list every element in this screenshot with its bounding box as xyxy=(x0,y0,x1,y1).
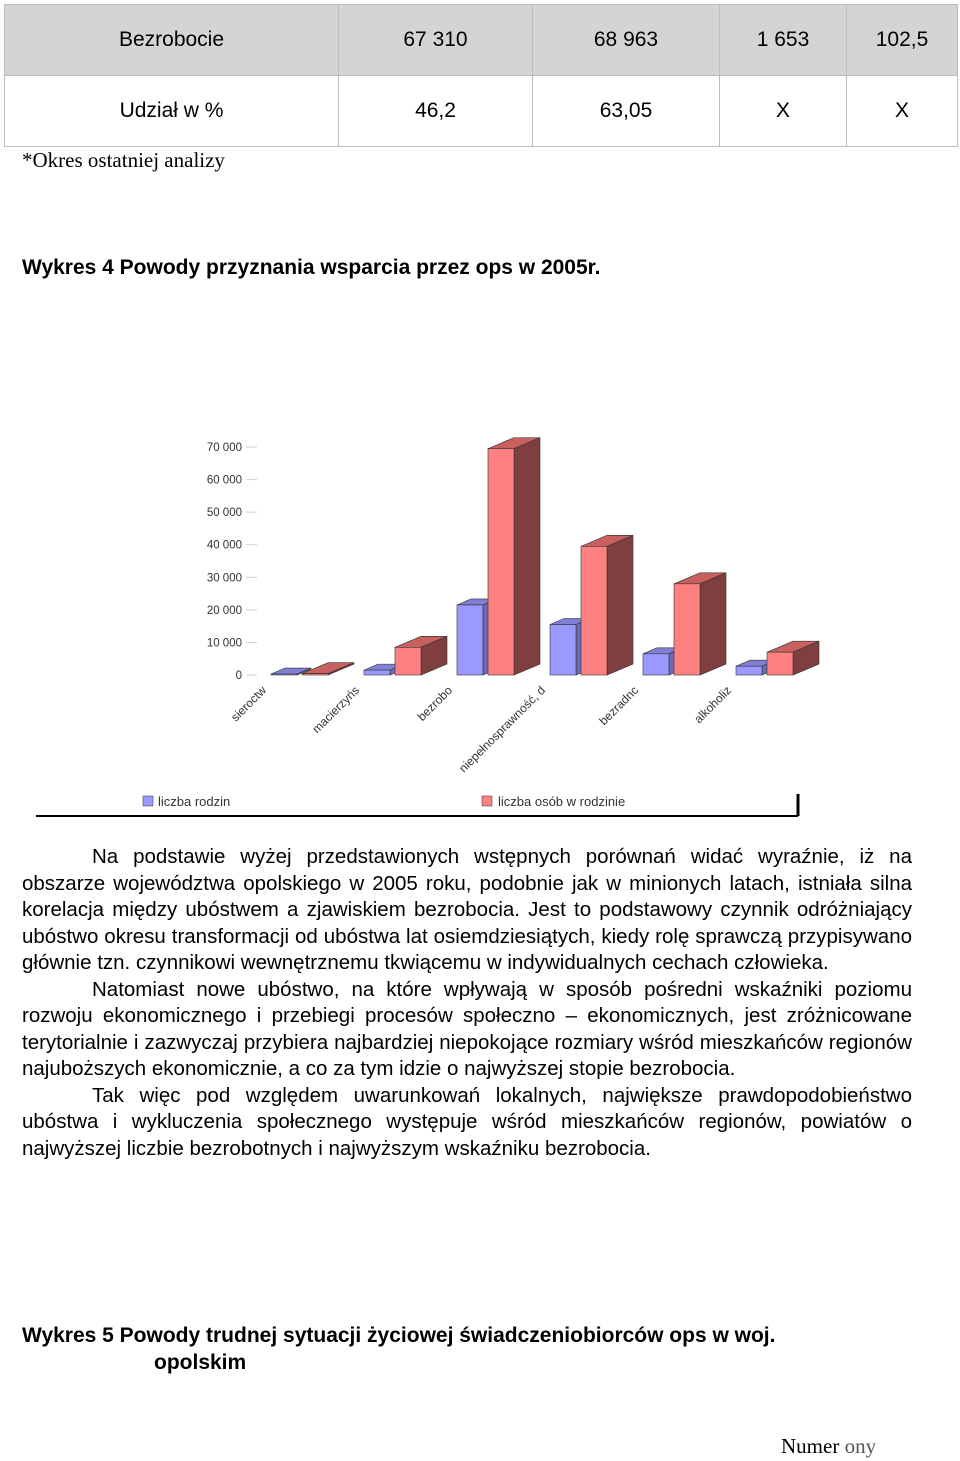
y-tick-label: 60 000 xyxy=(206,474,242,487)
bar xyxy=(767,652,793,675)
y-tick-label: 40 000 xyxy=(206,539,242,552)
legend-label: liczba osób w rodzinie xyxy=(498,794,626,809)
footer-text: Numer xyxy=(781,1434,840,1458)
table-row xyxy=(5,76,958,147)
y-tick-label: 20 000 xyxy=(206,604,242,617)
bar-side xyxy=(700,573,726,675)
bar xyxy=(364,670,390,675)
table-cell: 67 310 xyxy=(339,5,533,76)
paragraph: Tak więc pod względem uwarunkowań lokalnych, największe prawdopodobieństwo ubóstwa i wykluczenia społecznego występuje wśród mieszkańców regionów, powiatów o najwyższej liczbie bezrobotnych i najwyższym wskaźniku bezrobocia. xyxy=(22,1083,912,1160)
y-tick-label: 30 000 xyxy=(206,572,242,585)
bar-side xyxy=(607,535,633,675)
legend-swatch xyxy=(143,796,153,806)
table-cell: X xyxy=(720,76,847,147)
paragraph: Natomiast nowe ubóstwo, na które wpływają w sposób pośredni wskaźniki poziomu rozwoju ekonomicznego i przebiegi procesów społeczno – ekonomicznych, jest zróżnicowane terytorialnie i zazwyczaj przybiera najbardziej niepokojące rozmiary wśród mieszkańców regionów najuboższych ekonomicznie, a co za tym idzie o najwyższej stopie bezrobocia. xyxy=(22,977,912,1080)
y-tick-label: 10 000 xyxy=(206,637,242,650)
x-tick-label: macierzyńs xyxy=(309,683,363,737)
bar xyxy=(674,584,700,675)
bar xyxy=(457,605,483,675)
y-tick-label: 50 000 xyxy=(206,507,242,520)
legend-label: liczba rodzin xyxy=(158,794,231,809)
table-cell: 102,5 xyxy=(847,5,958,76)
body-text xyxy=(22,844,912,1162)
bar xyxy=(395,647,421,675)
y-tick-label: 0 xyxy=(235,670,242,682)
chart-4 xyxy=(0,420,960,825)
bar xyxy=(550,625,576,675)
bar xyxy=(271,674,297,675)
table-row xyxy=(5,5,958,76)
chart-5-heading xyxy=(22,1322,775,1376)
x-tick-label: bezrobo xyxy=(414,683,456,724)
table-cell: 1 653 xyxy=(720,5,847,76)
x-tick-label: niepełnosprawność, d xyxy=(456,683,549,776)
legend-swatch xyxy=(482,796,492,806)
bar xyxy=(736,666,762,675)
x-tick-label: sieroctw xyxy=(228,683,270,725)
chart-4-heading: Wykres 4 Powody przyznania wsparcia przez ops w 2005r. xyxy=(22,256,601,279)
page-footer xyxy=(781,1434,876,1459)
chart-5-heading-line-1: Wykres 5 Powody trudnej sytuacji życiowej świadczeniobiorców ops w woj. xyxy=(22,1324,776,1347)
y-tick-label: 70 000 xyxy=(206,442,242,454)
table-cell: Udział w % xyxy=(5,76,339,147)
table-cell: Bezrobocie xyxy=(5,5,339,76)
bar xyxy=(488,449,514,675)
statistics-table xyxy=(4,4,958,147)
bar xyxy=(643,654,669,675)
bar xyxy=(581,546,607,675)
x-tick-label: alkoholiz xyxy=(691,683,735,727)
table-cell: X xyxy=(847,76,958,147)
chart-5-heading-line-2: opolskim xyxy=(154,1351,247,1374)
table-footnote: *Okres ostatniej analizy xyxy=(22,148,225,172)
footer-text-faded: ony xyxy=(844,1434,877,1458)
table-cell: 68 963 xyxy=(533,5,720,76)
bar xyxy=(302,674,328,675)
table-cell: 46,2 xyxy=(339,76,533,147)
table-cell: 63,05 xyxy=(533,76,720,147)
x-tick-label: bezradnc xyxy=(596,683,642,729)
paragraph: Na podstawie wyżej przedstawionych wstępnych porównań widać wyraźnie, iż na obszarze województwa opolskiego w 2005 roku, podobnie jak w minionych latach, istniała silna korelacja między ubóstwem a zjawiskiem bezrobocia. Jest to podstawowy czynnik odróżniający ubóstwo okresu transformacji od ubóstwa lat osiemdziesiątych, kiedy rolę sprawczą przypisywano głównie tzn. czynnikowi wewnętrznemu tkwiącemu w indywidualnych cechach człowieka. xyxy=(22,845,912,974)
bar-side xyxy=(514,438,540,675)
